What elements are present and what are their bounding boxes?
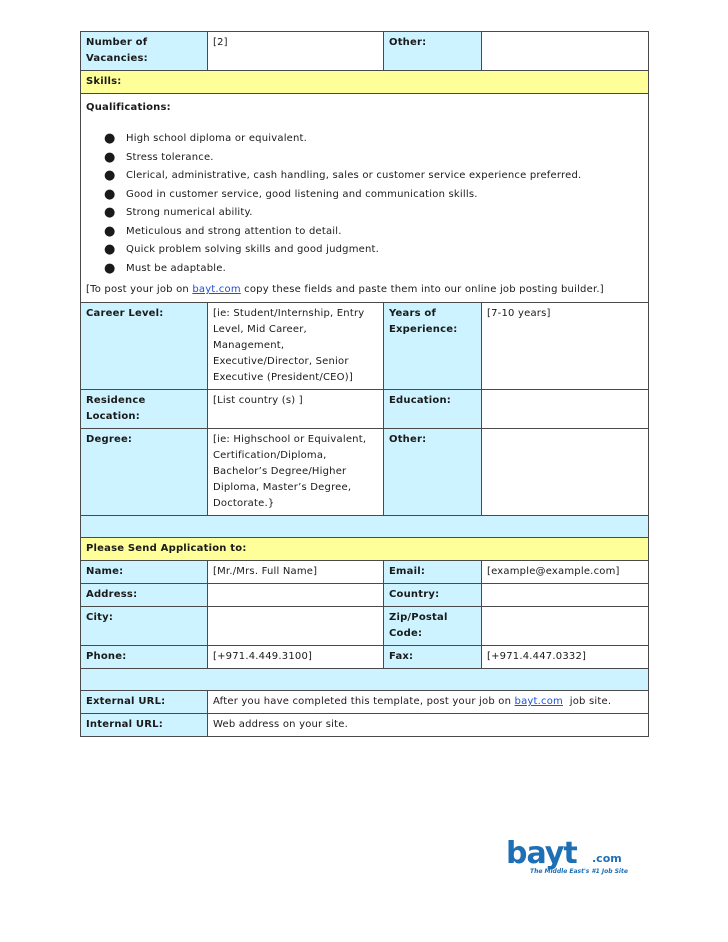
degree-other-label: Other: xyxy=(384,429,482,516)
external-url-suffix: job site. xyxy=(562,696,612,707)
internal-url-row xyxy=(81,714,649,737)
qualifications-cell[interactable] xyxy=(81,94,649,303)
email-label: Email: xyxy=(384,561,482,584)
qualifications-list xyxy=(86,130,643,278)
bullet-icon: ● xyxy=(104,260,116,276)
application-row xyxy=(81,538,649,561)
posting-note xyxy=(86,282,643,298)
spacer xyxy=(81,516,649,538)
experience-value[interactable]: [7-10 years] xyxy=(482,303,649,390)
qualifications-row xyxy=(81,94,649,303)
zip-value[interactable] xyxy=(482,607,649,646)
bayt-logo xyxy=(506,836,656,880)
career-row xyxy=(81,303,649,390)
qualification-text: Quick problem solving skills and good judgment. xyxy=(126,244,380,255)
external-url-prefix: After you have completed this template, post your job on xyxy=(213,696,515,707)
residence-value[interactable]: [List country (s) ] xyxy=(208,390,384,429)
qualification-text: Strong numerical ability. xyxy=(126,207,253,218)
fax-label: Fax: xyxy=(384,646,482,669)
country-value[interactable] xyxy=(482,584,649,607)
qualification-text: Meticulous and strong attention to detail. xyxy=(126,225,342,237)
address-value[interactable] xyxy=(208,584,384,607)
residence-row xyxy=(81,390,649,429)
bullet-icon: ● xyxy=(104,168,116,183)
phone-label: Phone: xyxy=(81,646,208,669)
qualifications-label: Qualifications: xyxy=(86,102,171,113)
list-item xyxy=(104,241,643,260)
education-value[interactable] xyxy=(482,390,649,429)
spacer-row xyxy=(81,516,649,538)
qualification-text: Must be adaptable. xyxy=(126,262,227,274)
bullet-icon: ● xyxy=(104,223,116,239)
vacancies-row xyxy=(81,32,649,71)
vacancies-label: Number of Vacancies: xyxy=(81,32,208,71)
experience-label: Years of Experience: xyxy=(384,303,482,390)
skills-row xyxy=(81,71,649,94)
spacer xyxy=(81,669,649,691)
phone-row xyxy=(81,646,649,669)
vacancies-value[interactable]: [2] xyxy=(208,32,384,71)
degree-other-value[interactable] xyxy=(482,429,649,516)
internal-url-label: Internal URL: xyxy=(81,714,208,737)
bullet-icon: ● xyxy=(104,186,116,202)
skills-label: Skills: xyxy=(81,71,649,94)
list-item xyxy=(104,149,643,168)
career-level-label: Career Level: xyxy=(81,303,208,390)
spacer-row xyxy=(81,669,649,691)
qualification-text: Clerical, administrative, cash handling, sales or customer service experience preferred. xyxy=(126,170,582,181)
address-label: Address: xyxy=(81,584,208,607)
qualification-text: Good in customer service, good listening and communication skills. xyxy=(126,188,478,200)
list-item xyxy=(104,260,643,279)
application-label: Please Send Application to: xyxy=(81,538,649,561)
posting-note-prefix: [To post your job on xyxy=(86,284,193,295)
residence-label: Residence Location: xyxy=(81,390,208,429)
education-label: Education: xyxy=(384,390,482,429)
bullet-icon: ● xyxy=(104,149,116,165)
name-value[interactable]: [Mr./Mrs. Full Name] xyxy=(208,561,384,584)
bullet-icon: ● xyxy=(104,242,116,257)
phone-value[interactable]: [+971.4.449.3100] xyxy=(208,646,384,669)
name-row xyxy=(81,561,649,584)
city-row xyxy=(81,607,649,646)
external-url-row xyxy=(81,691,649,714)
bayt-link[interactable]: bayt.com xyxy=(514,696,563,707)
job-posting-form xyxy=(80,31,649,737)
list-item xyxy=(104,167,643,186)
degree-row xyxy=(81,429,649,516)
degree-value[interactable]: [ie: Highschool or Equivalent, Certification/Diploma, Bachelor’s Degree/Higher Diploma, Master’s Degree, Doctorate.} xyxy=(208,429,384,516)
logo-tagline: The Middle East's #1 Job Site xyxy=(530,868,628,875)
city-label: City: xyxy=(81,607,208,646)
career-level-value[interactable]: [ie: Student/Internship, Entry Level, Mid Career, Management, Executive/Director, Senior Executive (President/CEO)] xyxy=(208,303,384,390)
qualification-text: High school diploma or equivalent. xyxy=(126,133,308,144)
vacancies-other-value[interactable] xyxy=(482,32,649,71)
bullet-icon: ● xyxy=(104,131,116,146)
qualification-text: Stress tolerance. xyxy=(126,151,214,163)
external-url-value[interactable] xyxy=(208,691,649,714)
city-value[interactable] xyxy=(208,607,384,646)
name-label: Name: xyxy=(81,561,208,584)
bayt-link[interactable]: bayt.com xyxy=(192,284,241,295)
posting-note-suffix: copy these fields and paste them into our online job posting builder.] xyxy=(240,284,604,295)
fax-value[interactable]: [+971.4.447.0332] xyxy=(482,646,649,669)
list-item xyxy=(104,223,643,242)
bullet-icon: ● xyxy=(104,205,116,220)
external-url-label: External URL: xyxy=(81,691,208,714)
address-row xyxy=(81,584,649,607)
internal-url-value[interactable]: Web address on your site. xyxy=(208,714,649,737)
country-label: Country: xyxy=(384,584,482,607)
vacancies-other-label: Other: xyxy=(384,32,482,71)
list-item xyxy=(104,130,643,149)
degree-label: Degree: xyxy=(81,429,208,516)
email-value[interactable]: [example@example.com] xyxy=(482,561,649,584)
logo-brand: bayt xyxy=(506,836,577,871)
list-item xyxy=(104,204,643,223)
list-item xyxy=(104,186,643,205)
logo-suffix: .com xyxy=(592,852,622,865)
zip-label: Zip/Postal Code: xyxy=(384,607,482,646)
